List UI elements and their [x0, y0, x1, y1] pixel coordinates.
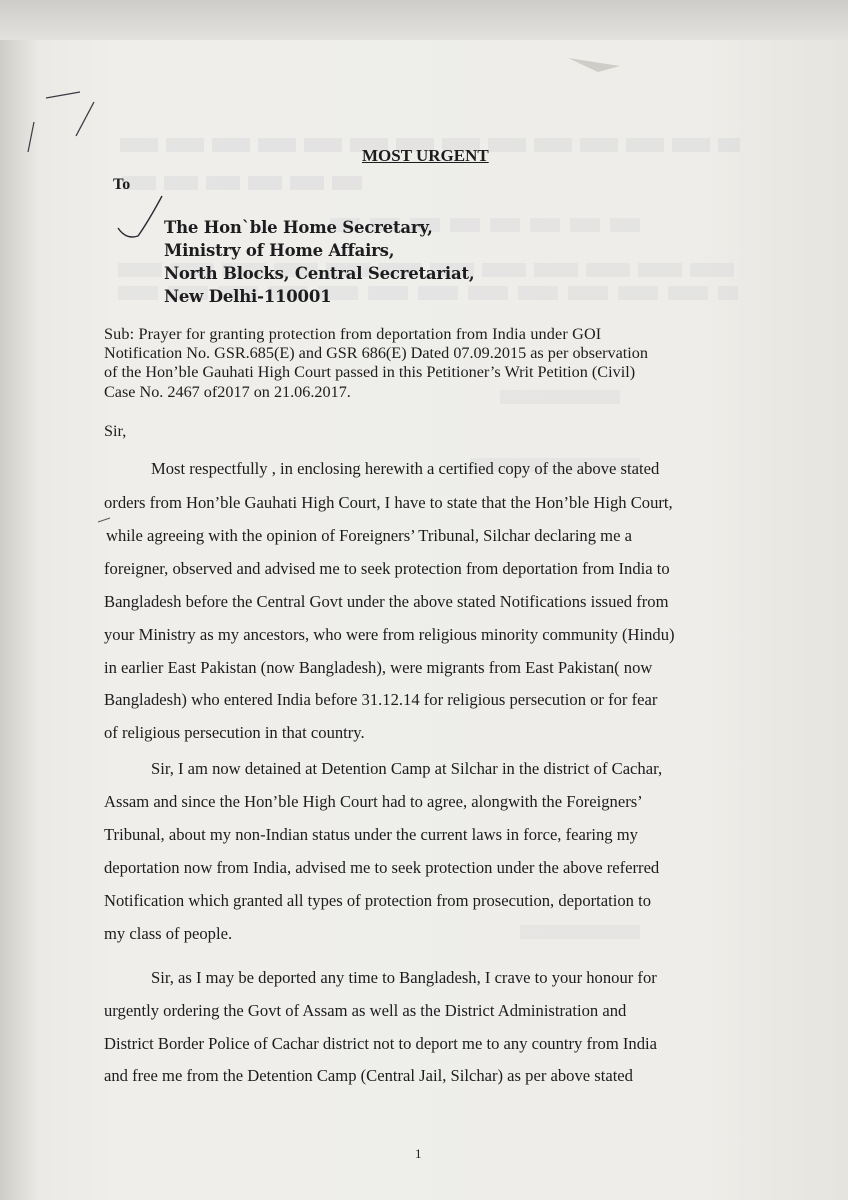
- paragraph-line: District Border Police of Cachar district not to deport me to any country from India: [104, 1034, 657, 1053]
- paragraph-line: deportation now from India, advised me to seek protection under the above referred: [104, 858, 660, 877]
- subject-line: of the Hon’ble Gauhati High Court passed in this Petitioner’s Writ Petition (Civil): [104, 363, 636, 381]
- paragraph-line: your Ministry as my ancestors, who were from religious minority community (Hindu): [104, 625, 675, 644]
- document-title: MOST URGENT: [362, 146, 489, 165]
- paragraph-line: Sir, I am now detained at Detention Camp at Silchar in the district of Cachar,: [151, 759, 663, 778]
- paragraph-line: Assam and since the Hon’ble High Court had to agree, alongwith the Foreigners’: [104, 792, 643, 811]
- paragraph-line: Sir, as I may be deported any time to Bangladesh, I crave to your honour for: [151, 968, 657, 987]
- paragraph-line: my class of people.: [104, 924, 233, 943]
- paragraph-line: Tribunal, about my non-Indian status under the current laws in force, fearing my: [104, 825, 638, 844]
- recipient-line: Ministry of Home Affairs,: [164, 241, 395, 260]
- greeting: Sir,: [104, 422, 127, 440]
- paragraph-line: Bangladesh before the Central Govt under the above stated Notifications issued from: [104, 592, 669, 611]
- paragraph-line: in earlier East Pakistan (now Bangladesh), were migrants from East Pakistan( now: [104, 658, 653, 677]
- subject-line: Case No. 2467 of2017 on 21.06.2017.: [104, 383, 351, 401]
- paragraph-line: urgently ordering the Govt of Assam as well as the District Administration and: [104, 1001, 627, 1020]
- paragraph-line: Most respectfully , in enclosing herewith a certified copy of the above stated: [151, 459, 660, 478]
- paragraph-line: of religious persecution in that country.: [104, 723, 365, 742]
- recipient-line: New Delhi-110001: [164, 287, 332, 306]
- paragraph-line: orders from Hon’ble Gauhati High Court, I have to state that the Hon’ble High Court,: [104, 493, 673, 512]
- recipient-line: North Blocks, Central Secretariat,: [164, 264, 475, 283]
- subject-line: Sub: Prayer for granting protection from deportation from India under GOI: [104, 325, 602, 343]
- paragraph-line: foreigner, observed and advised me to seek protection from deportation from India to: [104, 559, 670, 578]
- paragraph-line: Notification which granted all types of protection from prosecution, deportation to: [104, 891, 651, 910]
- recipient-line: The Hon`ble Home Secretary,: [164, 218, 433, 237]
- paragraph-line: while agreeing with the opinion of Foreigners’ Tribunal, Silchar declaring me a: [106, 526, 632, 545]
- page-number: 1: [415, 1146, 422, 1161]
- paragraph-line: and free me from the Detention Camp (Central Jail, Silchar) as per above stated: [104, 1066, 633, 1085]
- subject-line: Notification No. GSR.685(E) and GSR 686(E) Dated 07.09.2015 as per observation: [104, 344, 648, 362]
- paragraph-line: Bangladesh) who entered India before 31.12.14 for religious persecution or for fear: [104, 690, 658, 709]
- to-label: To: [113, 176, 131, 193]
